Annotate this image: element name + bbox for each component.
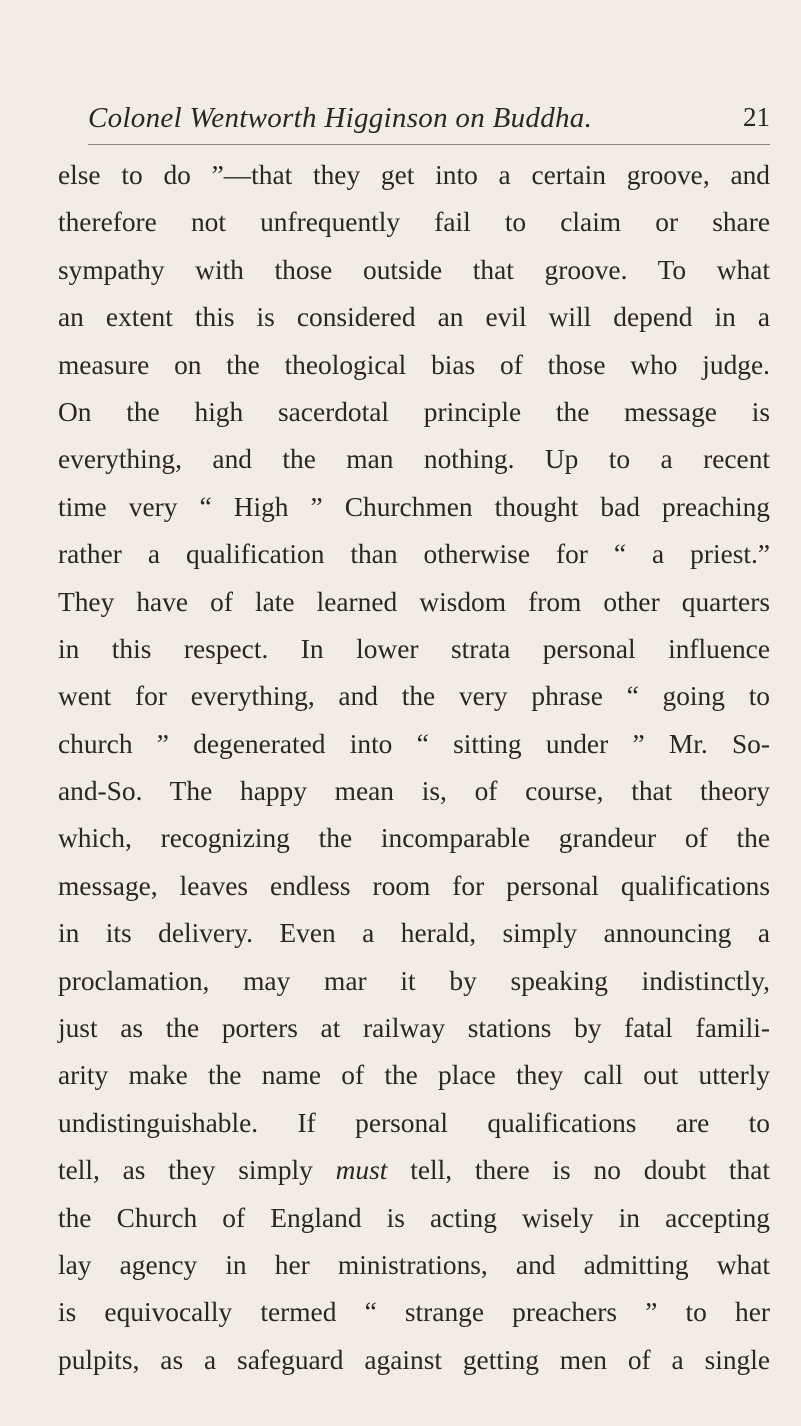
text-line: went for everything, and the very phrase “ going to: [58, 681, 770, 712]
text-run: tell, as they simply: [58, 1155, 336, 1186]
text-line: On the high sacerdotal principle the message is: [58, 396, 770, 427]
text-line: message, leaves endless room for personal qualifications: [58, 870, 770, 901]
text-line: everything, and the man nothing. Up to a recent: [58, 444, 770, 475]
text-line: therefore not unfrequently fail to claim or share: [58, 207, 770, 238]
text-line: church ” degenerated into “ sitting under ” Mr. So-: [58, 728, 770, 759]
text-line: rather a qualification than otherwise for “ a priest.”: [58, 539, 770, 570]
text-line: lay agency in her ministrations, and admitting what: [58, 1249, 770, 1280]
text-line: in its delivery. Even a herald, simply announcing a: [58, 918, 770, 949]
text-run: tell, there is no doubt that: [387, 1155, 770, 1186]
text-line: They have of late learned wisdom from other quarters: [58, 586, 770, 617]
body-text: [58, 152, 770, 1384]
text-line: proclamation, may mar it by speaking indistinctly,: [58, 965, 770, 996]
text-line: time very “ High ” Churchmen thought bad preaching: [58, 491, 770, 522]
text-line: [58, 1147, 770, 1194]
header-rule: [88, 144, 770, 145]
text-line: arity make the name of the place they call out utterly: [58, 1060, 770, 1091]
text-line: pulpits, as a safeguard against getting men of a single: [58, 1344, 770, 1375]
text-line: the Church of England is acting wisely in accepting: [58, 1202, 770, 1233]
page-number: 21: [743, 102, 770, 132]
text-line: just as the porters at railway stations by fatal famili-: [58, 1013, 770, 1044]
text-line: and-So. The happy mean is, of course, that theory: [58, 776, 770, 807]
running-title: Colonel Wentworth Higginson on Buddha.: [88, 102, 593, 134]
text-line: else to do ”—that they get into a certain groove, and: [58, 160, 770, 190]
running-header: [88, 102, 770, 142]
emphasized-word: must: [335, 1155, 388, 1186]
text-line: is equivocally termed “ strange preachers ” to her: [58, 1297, 770, 1328]
text-line: in this respect. In lower strata personal influence: [58, 633, 770, 664]
text-line: undistinguishable. If personal qualifications are to: [58, 1107, 770, 1138]
text-line: measure on the theological bias of those who judge.: [58, 349, 770, 380]
text-line: an extent this is considered an evil will depend in a: [58, 302, 770, 333]
text-line: which, recognizing the incomparable grandeur of the: [58, 823, 770, 854]
text-line: sympathy with those outside that groove. To what: [58, 254, 770, 285]
